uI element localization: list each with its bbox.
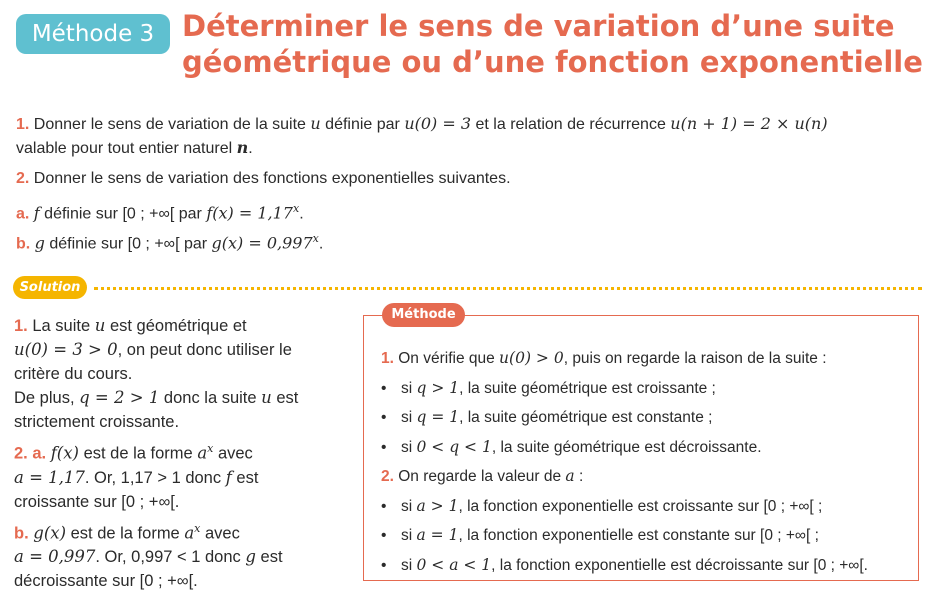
question-1-line-1	[16, 113, 828, 136]
method-bullet	[381, 374, 911, 404]
solution-line	[14, 386, 344, 410]
math: u	[310, 114, 321, 133]
method-step	[381, 462, 911, 492]
math: f	[225, 467, 232, 487]
text: décroissante sur	[14, 572, 140, 590]
solution-line	[14, 437, 344, 466]
interval: [0 ; +∞[	[127, 235, 180, 253]
text: si	[401, 527, 417, 544]
text: , puis on regarde la raison de la suite :	[563, 350, 827, 367]
text: .	[174, 492, 180, 511]
method-box-badge: Méthode	[382, 303, 465, 327]
text: donc la suite	[159, 389, 262, 407]
math: g(x) = 0,997	[211, 233, 313, 253]
question-number: 2.	[16, 170, 30, 187]
math: u	[94, 316, 106, 335]
dotted-separator	[94, 287, 922, 290]
text: .	[299, 205, 304, 223]
interval: [0 ; +∞[	[760, 527, 811, 544]
text: La suite	[27, 317, 95, 335]
text: .	[193, 572, 198, 590]
math: u(0) = 3	[404, 114, 472, 133]
exponent: x	[292, 202, 300, 215]
text: .	[318, 235, 324, 253]
question-letter: a.	[16, 205, 30, 223]
method-bullet	[381, 433, 911, 463]
method-bullet	[381, 551, 911, 581]
math: u	[261, 388, 272, 407]
text: est géométrique et	[105, 317, 247, 335]
math: a	[197, 443, 208, 463]
text: avec	[213, 444, 253, 463]
text: si	[401, 379, 417, 397]
text: , la fonction exponentielle est croissante sur	[458, 497, 764, 515]
math: a = 1	[416, 526, 459, 544]
question-2a	[16, 198, 304, 225]
text: .	[863, 556, 868, 574]
math: u(0) = 3 > 0	[14, 340, 118, 359]
method-bullet	[381, 403, 911, 433]
text: définie sur	[39, 205, 123, 223]
text: est de la forme	[66, 524, 185, 542]
text: , la suite géométrique est constante ;	[459, 409, 713, 426]
interval: [0 ; +∞[	[121, 492, 175, 511]
text: .	[248, 140, 253, 157]
bullet-icon: •	[381, 527, 387, 544]
math: q > 1	[416, 378, 460, 397]
math: a	[184, 523, 195, 542]
text: et la relation de récurrence	[471, 116, 671, 133]
text: si	[401, 497, 417, 515]
solution-line	[14, 569, 344, 593]
method-list	[381, 344, 911, 580]
solution-text	[14, 314, 344, 593]
math: 0 < a < 1	[416, 555, 492, 574]
math: a = 0,997	[14, 547, 96, 566]
method-step	[381, 344, 911, 374]
solution-line: strictement croissante.	[14, 413, 180, 431]
interval: [0 ; +∞[	[813, 556, 864, 574]
interval: [0 ; +∞[	[122, 205, 175, 223]
math: a > 1	[416, 496, 459, 515]
math: a	[565, 467, 575, 485]
text: définie par	[320, 116, 405, 133]
solution-number: 1.	[14, 317, 28, 335]
exponent: x	[312, 232, 319, 245]
bullet-icon: •	[381, 556, 387, 574]
text: croissante sur	[14, 492, 122, 511]
method-bullet	[381, 521, 911, 551]
question-1-line-2	[16, 137, 253, 160]
text: si	[401, 556, 417, 574]
math: q = 2 > 1	[79, 388, 160, 407]
question-number: 1.	[16, 116, 30, 133]
text: On regarde la valeur de	[393, 468, 566, 485]
text: , la fonction exponentielle est décroissante sur	[491, 556, 814, 574]
solution-number: 2. a.	[14, 444, 47, 463]
solution-line	[14, 517, 344, 546]
text: valable pour tout entier naturel	[16, 140, 237, 157]
interval: [0 ; +∞[	[763, 497, 814, 515]
interval: [0 ; +∞[	[139, 572, 194, 590]
text: avec	[200, 524, 240, 542]
title-line-2: géométrique ou d’une fonction exponentielle	[182, 45, 923, 79]
text: est	[255, 548, 283, 566]
text: par	[174, 205, 207, 223]
solution-line	[14, 466, 344, 490]
math: f(x)	[50, 443, 79, 463]
math: u(0) > 0	[499, 349, 564, 367]
question-2	[16, 168, 511, 190]
text: est de la forme	[79, 444, 198, 463]
math: n	[236, 138, 249, 157]
solution-line	[14, 338, 344, 362]
math: g	[34, 233, 45, 253]
text: définie sur	[44, 235, 128, 253]
text: . Or, 0,997 < 1 donc	[95, 548, 246, 566]
bullet-icon: •	[381, 409, 387, 426]
math: 0 < q < 1	[416, 437, 492, 456]
solution-line	[14, 545, 344, 569]
text: Donner le sens de variation de la suite	[29, 116, 311, 133]
solution-letter: b.	[14, 524, 29, 542]
solution-line: critère du cours.	[14, 365, 133, 383]
question-2b	[16, 228, 323, 255]
math: u(n + 1) = 2 × u(n)	[670, 114, 828, 133]
text: ;	[813, 497, 823, 515]
solution-line	[14, 314, 344, 338]
method-bullet	[381, 492, 911, 522]
bullet-icon: •	[381, 497, 387, 515]
title-line-1: Déterminer le sens de variation d’une suite	[182, 9, 895, 43]
text: :	[574, 468, 584, 485]
text: , la suite géométrique est décroissante.	[491, 438, 762, 456]
text: On vérifie que	[393, 350, 500, 367]
text: , on peut donc utiliser le	[117, 341, 292, 359]
math: g(x)	[33, 523, 67, 542]
text: si	[401, 438, 417, 456]
method-badge: Méthode 3	[16, 14, 170, 54]
text: est	[271, 389, 299, 407]
text: par	[179, 235, 212, 253]
solution-line	[14, 490, 344, 514]
text: , la suite géométrique est croissante ;	[459, 379, 716, 397]
math: f	[33, 203, 40, 223]
text: si	[401, 409, 417, 426]
math: g	[245, 547, 256, 566]
math: a = 1,17	[14, 467, 85, 487]
solution-badge: Solution	[13, 276, 87, 299]
text: De plus,	[14, 389, 80, 407]
math: f(x) = 1,17	[206, 203, 293, 223]
bullet-icon: •	[381, 438, 387, 456]
step-number: 1.	[381, 350, 394, 367]
math: q = 1	[416, 408, 460, 426]
text: , la fonction exponentielle est constante sur	[458, 527, 761, 544]
page-title	[182, 8, 922, 80]
text: Donner le sens de variation des fonctions exponentielles suivantes.	[29, 170, 511, 187]
text: ;	[810, 527, 819, 544]
question-letter: b.	[16, 235, 31, 253]
bullet-icon: •	[381, 379, 387, 397]
exponent: x	[207, 442, 214, 455]
exponent: x	[194, 521, 201, 535]
text: est	[231, 468, 259, 487]
text: . Or, 1,17 > 1 donc	[84, 468, 226, 487]
step-number: 2.	[381, 468, 394, 485]
